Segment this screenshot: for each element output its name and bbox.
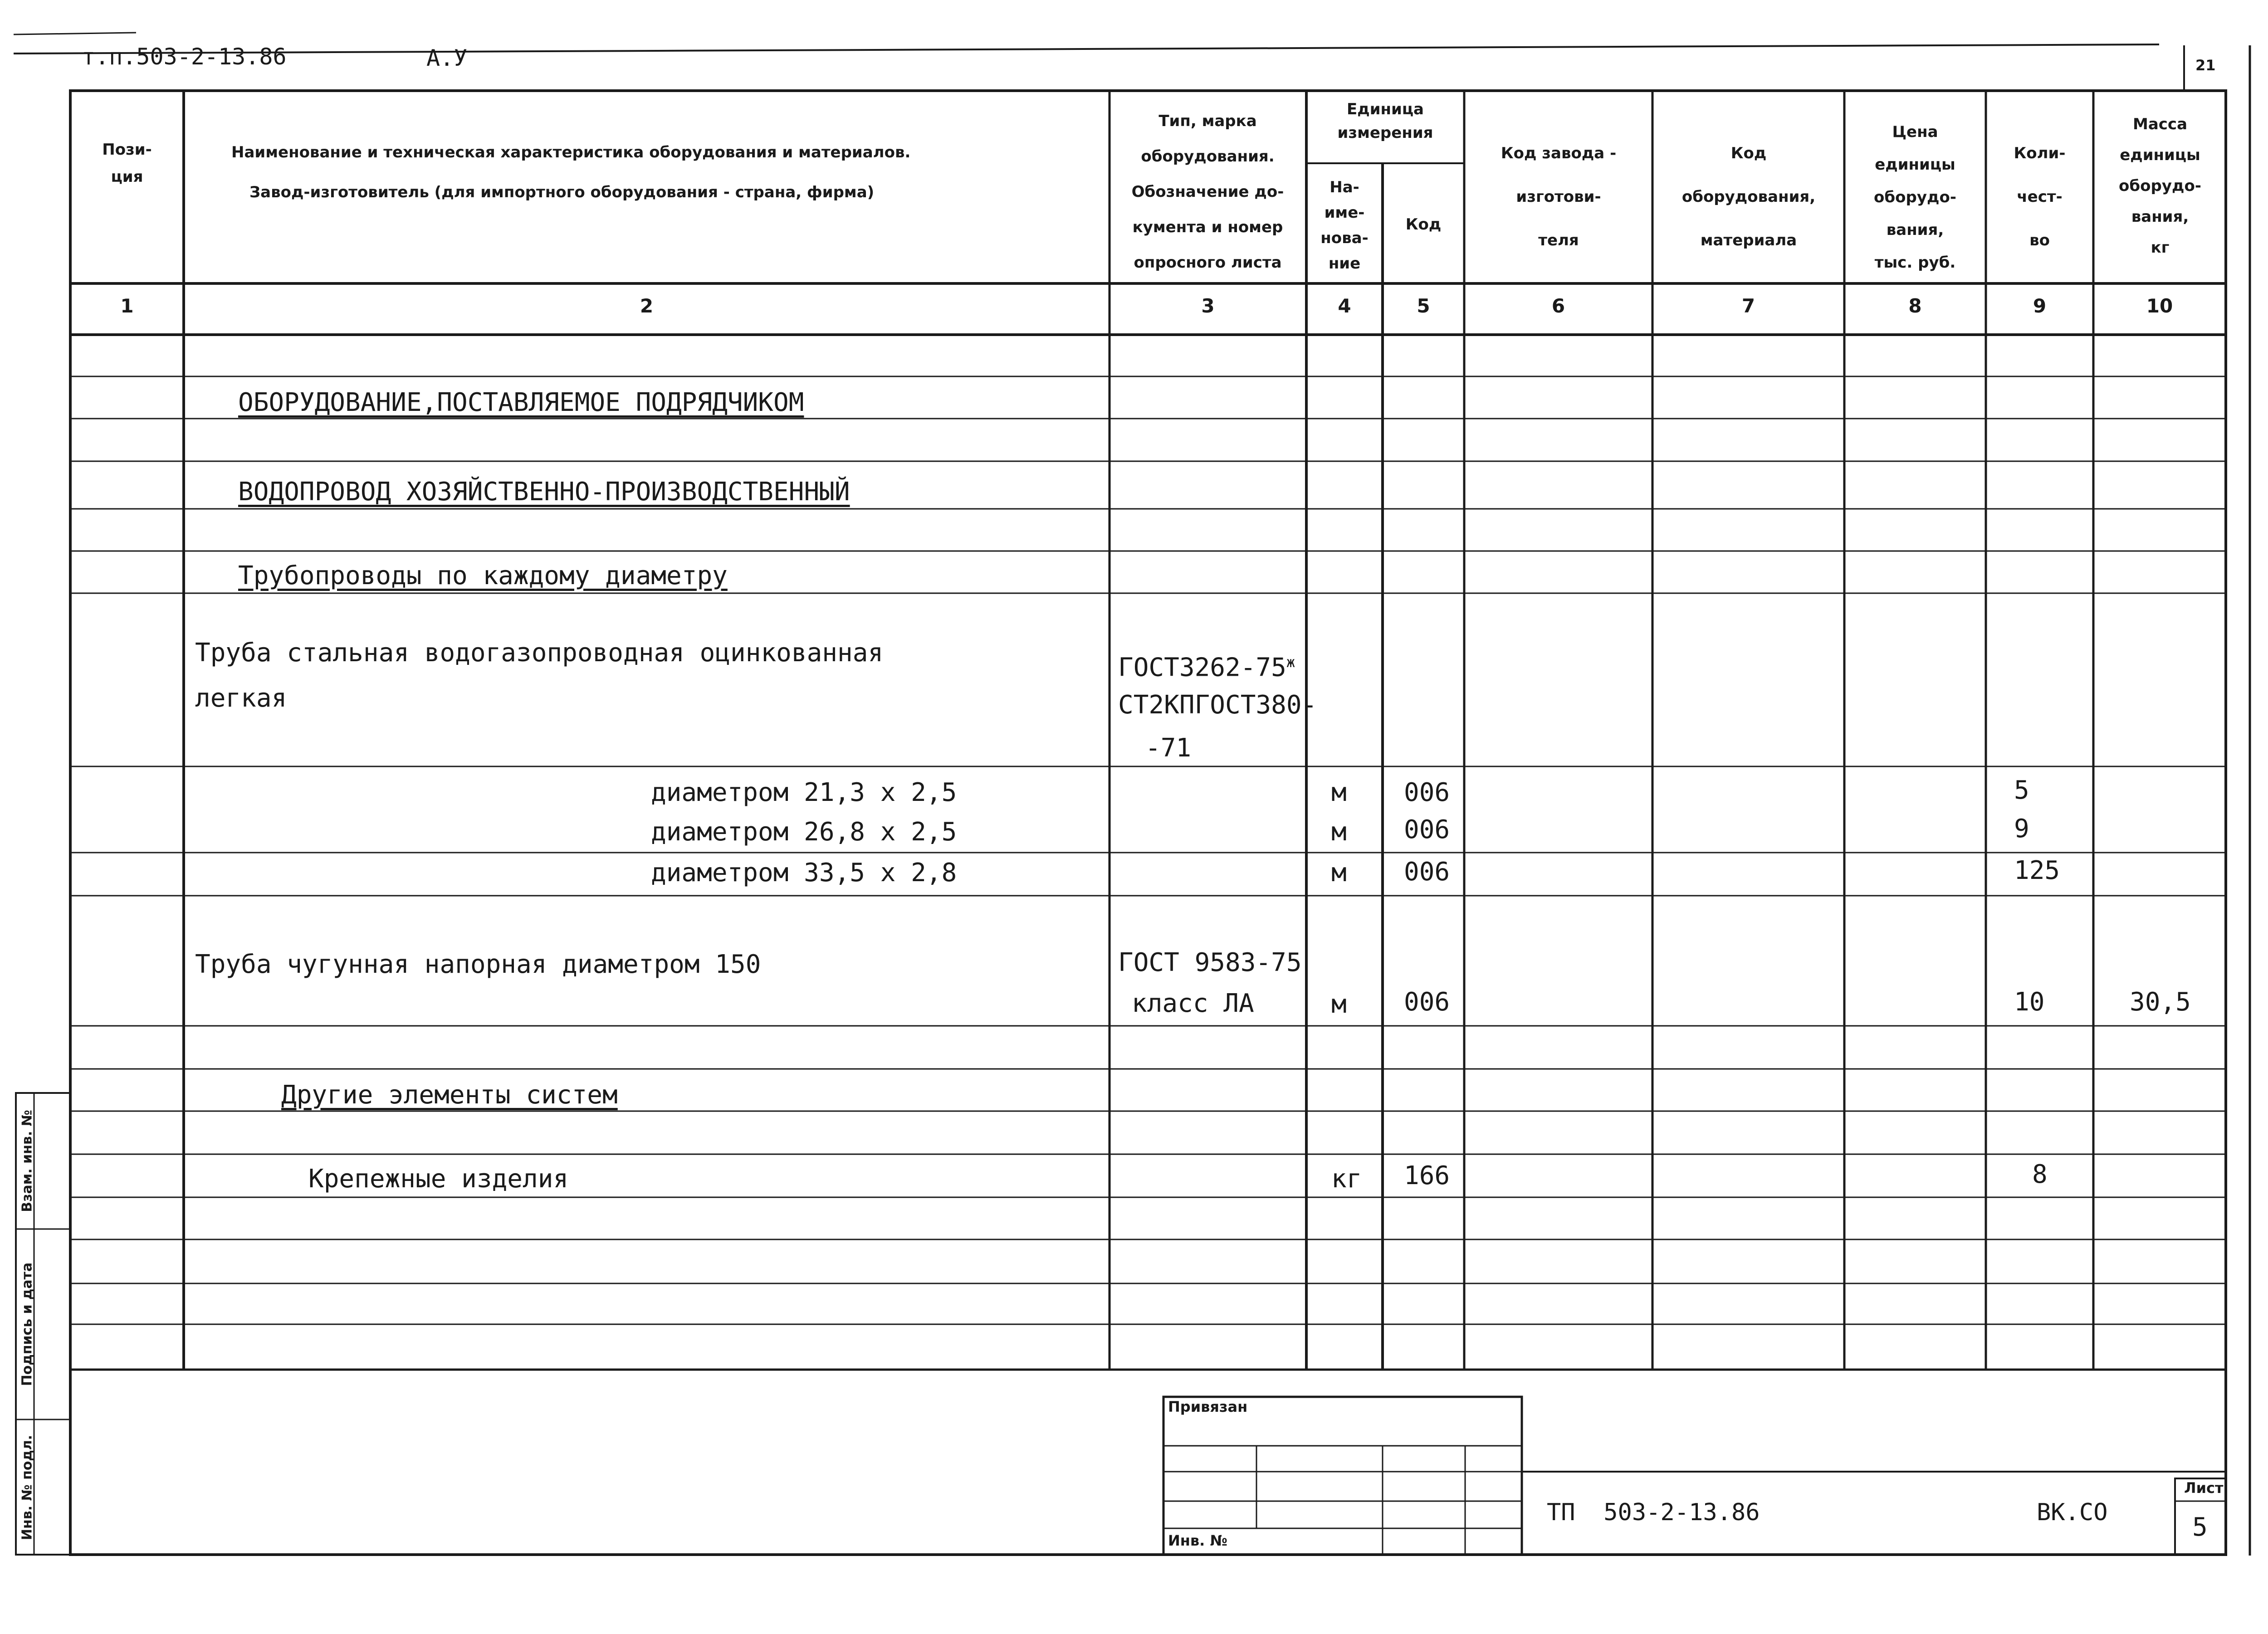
- col4-header: На- име- нова- ние: [1320, 178, 1369, 273]
- section-heading-equipment: ОБОРУДОВАНИЕ,ПОСТАВЛЯЕМОЕ ПОДРЯДЧИКОМ: [238, 388, 804, 417]
- side-stamp-signature: Подпись и дата: [19, 1262, 35, 1386]
- col7-header: Код оборудования, материала: [1681, 144, 1816, 249]
- pipe-cast-iron-name: Труба чугунная напорная диаметром 150: [195, 950, 761, 979]
- diameter-row-1-unit: м: [1331, 778, 1347, 807]
- document-mark: ВК.СО: [2037, 1499, 2108, 1526]
- fasteners-qty: 8: [2032, 1160, 2048, 1189]
- diameter-row-3-name: диаметром 33,5 х 2,8: [651, 858, 957, 888]
- col9-header: Коли- чест- во: [2014, 144, 2066, 249]
- col6-header: Код завода - изготови- теля: [1501, 144, 1617, 249]
- section-heading-water-supply: ВОДОПРОВОД ХОЗЯЙСТВЕННО-ПРОИЗВОДСТВЕННЫЙ: [238, 477, 850, 507]
- diameter-row-2-name: диаметром 26,8 х 2,5: [651, 817, 957, 847]
- pipe-steel-grade-cont: -71: [1145, 733, 1192, 763]
- pipe-cast-iron-qty: 10: [2014, 987, 2045, 1017]
- col-number-5: 5: [1417, 295, 1430, 317]
- col-number-7: 7: [1741, 295, 1755, 317]
- inventory-number-label: Инв. №: [1168, 1532, 1227, 1549]
- col-number-9: 9: [2033, 295, 2047, 317]
- pipe-cast-iron-unit: м: [1331, 990, 1347, 1019]
- sheet-number: 5: [2192, 1512, 2208, 1542]
- diameter-row-3-unit: м: [1331, 858, 1347, 888]
- col-number-8: 8: [1908, 295, 1922, 317]
- pipe-steel-name-cont: легкая: [195, 683, 287, 713]
- diameter-row-1-code: 006: [1404, 778, 1450, 807]
- fasteners-code: 166: [1404, 1161, 1450, 1190]
- col5-header: Код: [1405, 215, 1442, 234]
- col1-header: Пози- ция: [102, 141, 152, 186]
- col8-header: Цена единицы оборудо- вания, тыс. руб.: [1874, 123, 1956, 272]
- page-number: 21: [2195, 57, 2216, 74]
- privyazan-label: Привязан: [1168, 1398, 1248, 1415]
- col-number-10: 10: [2146, 295, 2173, 317]
- diameter-row-2-qty: 9: [2014, 814, 2029, 844]
- col-number-1: 1: [120, 295, 134, 317]
- col-number-4: 4: [1338, 295, 1351, 317]
- fasteners-name: Крепежные изделия: [308, 1164, 569, 1194]
- diameter-row-3-qty: 125: [2014, 856, 2060, 885]
- col2-header: Наименование и техническая характеристика оборудования и материалов. Завод-изготовитель (для импортного оборудования - страна, фирма): [231, 143, 911, 201]
- diameter-row-2-code: 006: [1404, 815, 1450, 844]
- document-reference: т.п.503-2-13.86: [82, 44, 287, 70]
- pipe-cast-iron-class: класс ЛА: [1132, 989, 1254, 1018]
- diameter-row-1-qty: 5: [2014, 776, 2029, 805]
- pipe-cast-iron-gost: ГОСТ 9583-75: [1118, 948, 1302, 977]
- fasteners-unit: кг: [1331, 1164, 1362, 1194]
- document-code: ТП 503-2-13.86: [1547, 1499, 1760, 1526]
- pipe-steel-grade: СТ2КПГОСТ380-: [1118, 690, 1317, 720]
- col-number-3: 3: [1201, 295, 1215, 317]
- pipe-cast-iron-mass: 30,5: [2130, 987, 2191, 1017]
- diameter-row-1-name: диаметром 21,3 х 2,5: [651, 778, 957, 807]
- section-heading-pipelines: Трубопроводы по каждому диаметру: [238, 561, 728, 590]
- side-stamp-original-inventory: Инв. № подл.: [19, 1434, 35, 1541]
- col-number-2: 2: [640, 295, 654, 317]
- col-number-6: 6: [1551, 295, 1565, 317]
- pipe-steel-gost: $ГОСТ3262-75^ж$: [1118, 653, 1295, 683]
- pipe-cast-iron-code: 006: [1404, 987, 1450, 1017]
- unit-group-header: Единица измерения: [1337, 100, 1433, 142]
- section-heading-other-elements: Другие элементы систем: [281, 1080, 618, 1110]
- side-stamp-replacement: Взам. инв. №: [19, 1110, 35, 1212]
- album-label: А.У: [426, 45, 468, 71]
- sheet-label: Лист: [2184, 1479, 2224, 1497]
- diameter-row-3-code: 006: [1404, 857, 1450, 887]
- col3-header: Тип, марка оборудования. Обозначение до- кумента и номер опросного листа: [1131, 112, 1284, 272]
- diameter-row-2-unit: м: [1331, 817, 1347, 847]
- pipe-steel-name: Труба стальная водогазопроводная оцинкованная: [195, 638, 884, 668]
- col10-header: Масса единицы оборудо- вания, кг: [2119, 115, 2201, 257]
